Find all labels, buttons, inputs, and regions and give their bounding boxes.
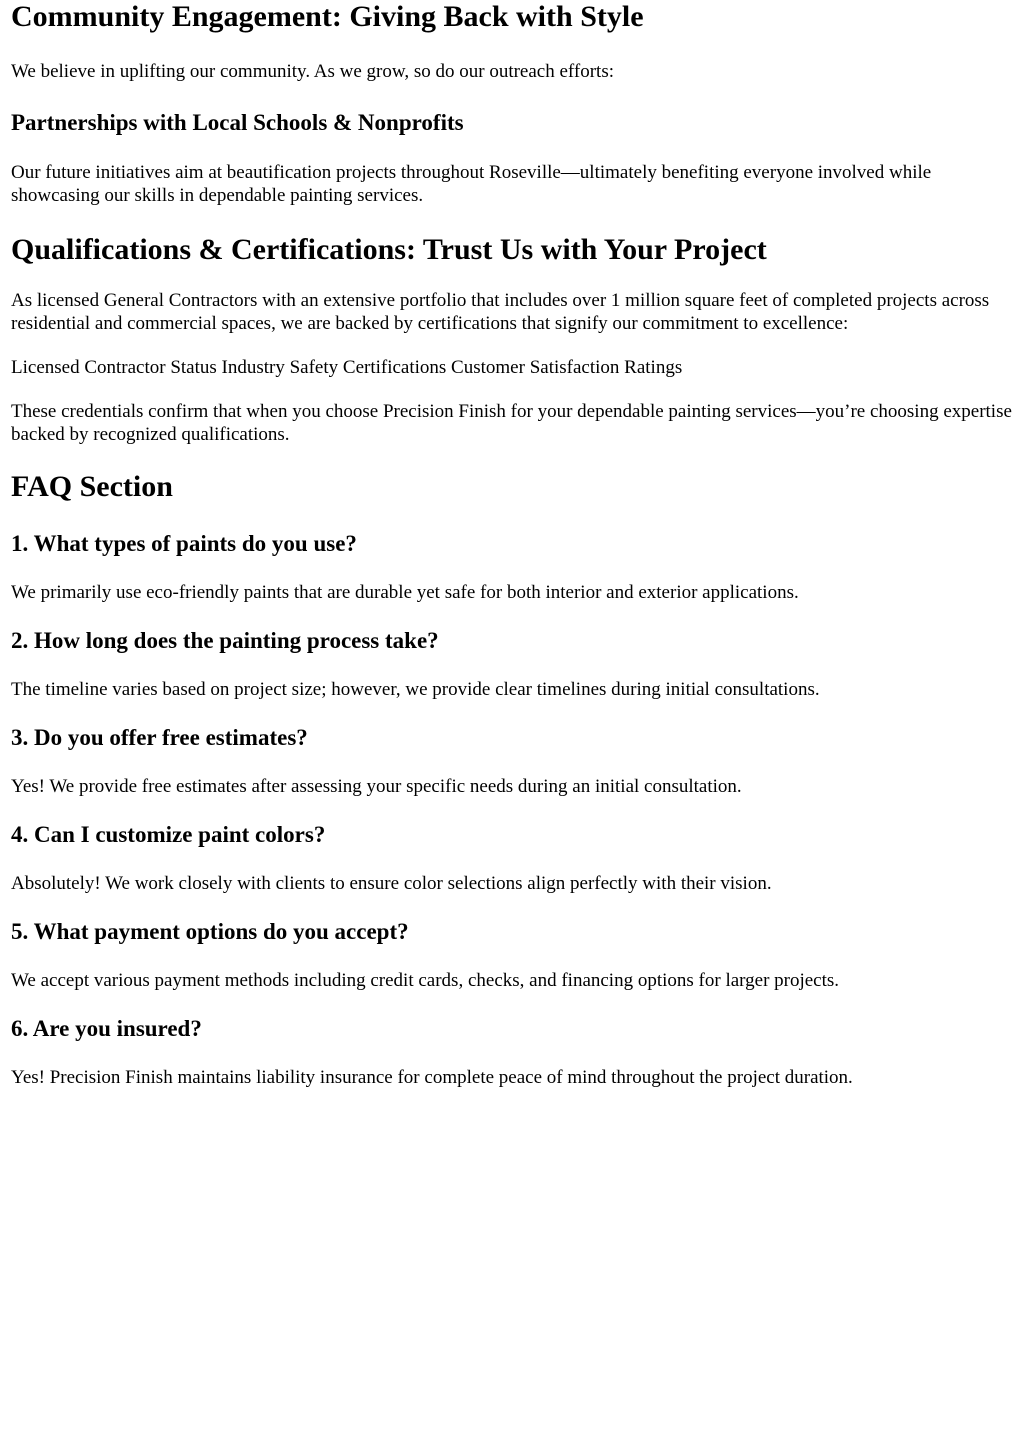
faq-item xyxy=(11,627,1016,701)
faq-question: 1. What types of paints do you use? xyxy=(11,531,357,556)
faq-answer: We primarily use eco-friendly paints that are durable yet safe for both interior and exterior applications. xyxy=(11,582,799,603)
faq-title: FAQ Section xyxy=(11,470,173,503)
faq-item xyxy=(11,918,1016,992)
faq-answer: The timeline varies based on project size; however, we provide clear timelines during initial consultations. xyxy=(11,679,820,700)
community-section xyxy=(11,0,1016,207)
community-intro: We believe in uplifting our community. As we grow, so do our outreach efforts: xyxy=(11,61,614,82)
faq-item xyxy=(11,821,1016,895)
credentials-list: Licensed Contractor Status Industry Safety Certifications Customer Satisfaction Ratings xyxy=(11,357,683,378)
faq-question: 3. Do you offer free estimates? xyxy=(11,725,308,750)
community-title: Community Engagement: Giving Back with Style xyxy=(11,0,644,33)
qualifications-section xyxy=(11,233,1016,446)
faq-answer: We accept various payment methods including credit cards, checks, and financing options for larger projects. xyxy=(11,970,840,991)
faq-item xyxy=(11,1015,1016,1089)
faq-section xyxy=(11,470,1016,1089)
partnerships-heading: Partnerships with Local Schools & Nonprofits xyxy=(11,110,464,135)
faq-question: 4. Can I customize paint colors? xyxy=(11,822,326,847)
faq-item xyxy=(11,724,1016,798)
faq-answer: Yes! Precision Finish maintains liability insurance for complete peace of mind throughout the project duration. xyxy=(11,1067,853,1088)
qualifications-intro: As licensed General Contractors with an extensive portfolio that includes over 1 million square feet of completed projects across residential and commercial spaces, we are backed by certifications that signify our commitment to excellence: xyxy=(11,290,990,334)
faq-question: 6. Are you insured? xyxy=(11,1016,202,1041)
faq-item xyxy=(11,530,1016,604)
faq-answer: Yes! We provide free estimates after assessing your specific needs during an initial consultation. xyxy=(11,776,742,797)
faq-question: 2. How long does the painting process take? xyxy=(11,628,439,653)
credentials-outro: These credentials confirm that when you choose Precision Finish for your dependable painting services—you’re choosing expertise backed by recognized qualifications. xyxy=(11,401,1012,445)
faq-question: 5. What payment options do you accept? xyxy=(11,919,409,944)
community-body: Our future initiatives aim at beautification projects throughout Roseville—ultimately benefiting everyone involved while showcasing our skills in dependable painting services. xyxy=(11,162,932,206)
faq-answer: Absolutely! We work closely with clients to ensure color selections align perfectly with their vision. xyxy=(11,873,772,894)
qualifications-title: Qualifications & Certifications: Trust Us with Your Project xyxy=(11,233,767,266)
